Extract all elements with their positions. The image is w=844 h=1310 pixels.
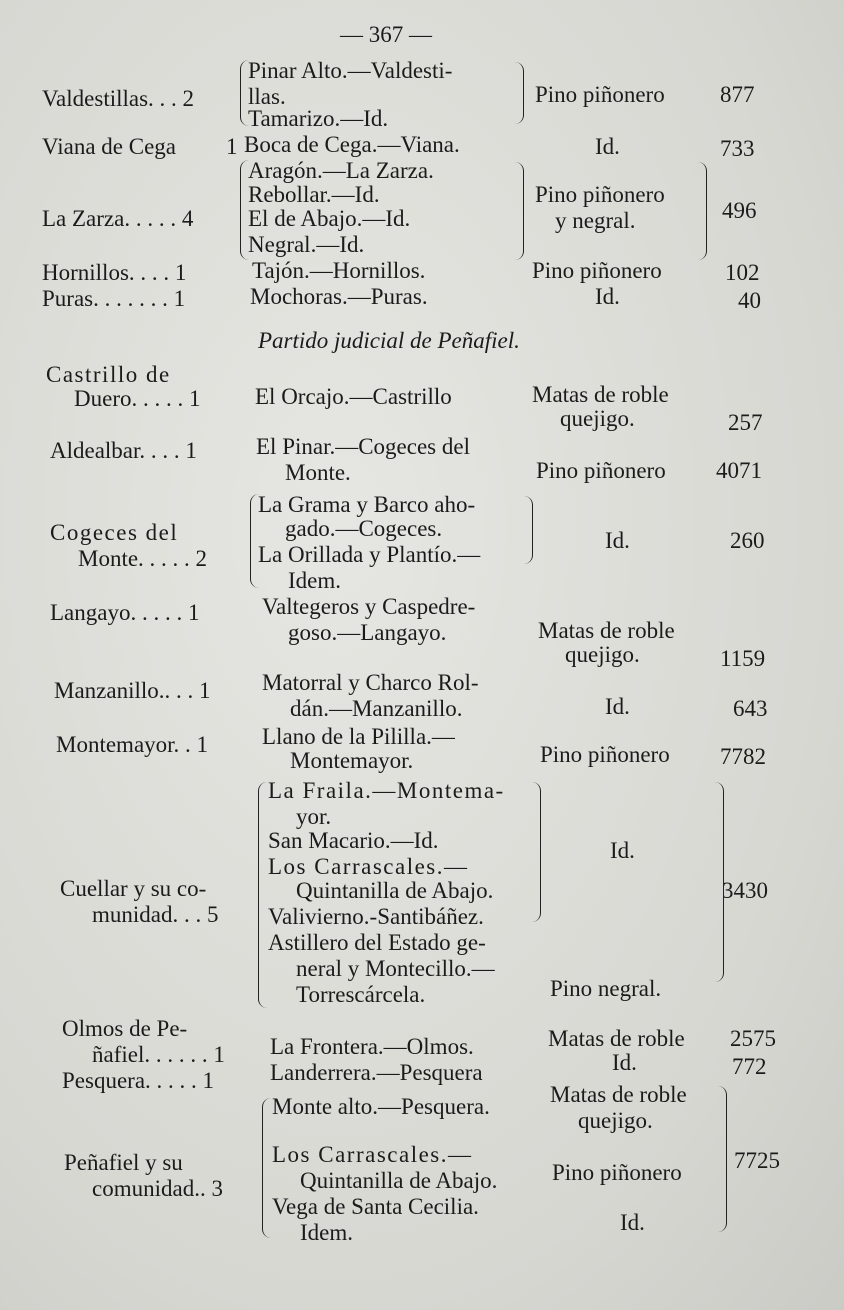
forest-name: Tajón.—Hornillos.: [252, 258, 426, 283]
area-value: 496: [722, 198, 757, 223]
forest-name: La Frontera.—Olmos.: [270, 1034, 474, 1059]
forest-name: La Grama y Barco aho-: [258, 492, 476, 517]
forest-name: Valtegeros y Caspedre-: [262, 594, 476, 619]
forest-name: La Orillada y Plantío.—: [258, 542, 481, 567]
forest-name: Torrescárcela.: [296, 982, 426, 1007]
brace-right: [515, 62, 524, 124]
forest-name: Aragón.—La Zarza.: [248, 158, 434, 183]
forest-name: Los Carrascales.—: [268, 854, 469, 879]
species: Pino piñonero: [535, 182, 665, 207]
forest-name: Idem.: [300, 1220, 354, 1245]
town-name: Valdestillas. . . 2: [42, 86, 195, 111]
species: Id.: [610, 838, 635, 863]
area-value: 3430: [722, 878, 768, 903]
area-value: 102: [725, 260, 760, 285]
town-name: Pesquera. . . . . 1: [62, 1068, 215, 1093]
species: quejigo.: [560, 406, 635, 431]
forest-name: Boca de Cega.—Viana.: [244, 132, 460, 157]
forest-name: Pinar Alto.—Valdesti-: [248, 58, 453, 83]
area-value: 4071: [716, 458, 762, 483]
forest-name: Matorral y Charco Rol-: [262, 670, 479, 695]
brace-right: [715, 782, 724, 982]
section-title: Partido judicial de Peñafiel.: [258, 328, 520, 353]
town-name: Monte. . . . . 2: [78, 546, 208, 571]
forest-name: goso.—Langayo.: [288, 620, 447, 645]
forest-name: La Fraila.—Montema-: [268, 778, 505, 803]
town-name: Langayo. . . . . 1: [50, 600, 200, 625]
species: Matas de roble: [550, 1082, 687, 1107]
species: Pino piñonero: [536, 458, 666, 483]
species: Id.: [595, 284, 620, 309]
species: Pino negral.: [550, 976, 662, 1001]
species: Id.: [595, 134, 620, 159]
forest-name: dán.—Manzanillo.: [290, 696, 463, 721]
area-value: 260: [730, 528, 765, 553]
area-value: 877: [720, 82, 755, 107]
town-name: Viana de Cega: [42, 134, 177, 159]
forest-name: yor.: [296, 804, 332, 829]
town-name: Peñafiel y su: [64, 1150, 183, 1175]
brace-left: [258, 782, 267, 1008]
species: Pino piñonero: [532, 258, 662, 283]
area-value: 7725: [734, 1148, 780, 1173]
brace-right: [532, 782, 541, 922]
species: Id.: [605, 694, 630, 719]
species: Matas de roble: [548, 1026, 685, 1051]
area-value: 1159: [720, 646, 766, 671]
species: y negral.: [555, 208, 636, 233]
species: quejigo.: [565, 642, 640, 667]
town-name: Cogeces del: [50, 520, 179, 545]
forest-name: San Macario.—Id.: [268, 828, 439, 853]
brace-right: [515, 162, 524, 260]
town-name: Montemayor. . 1: [56, 732, 209, 757]
forest-name: Valivierno.-Santibáñez.: [268, 904, 484, 929]
page-number: — 367 —: [340, 22, 432, 47]
forest-name: Landerrera.—Pesquera: [270, 1060, 483, 1085]
species: Matas de roble: [538, 618, 675, 643]
forest-name: Tamarizo.—Id.: [248, 106, 389, 131]
forest-name: Llano de la Pililla.—: [262, 724, 455, 749]
town-name: munidad. . . 5: [92, 902, 219, 927]
forest-name: Montemayor.: [290, 748, 414, 773]
species: Matas de roble: [532, 382, 669, 407]
forest-name: neral y Montecillo.—: [296, 956, 495, 981]
species: Pino piñonero: [540, 742, 670, 767]
forest-name: El Pinar.—Cogeces del: [256, 434, 470, 459]
forest-count: 1: [226, 134, 238, 159]
area-value: 733: [720, 136, 755, 161]
town-name: Duero. . . . . 1: [74, 386, 201, 411]
town-name: comunidad.. 3: [92, 1176, 223, 1201]
forest-name: Vega de Santa Cecilia.: [272, 1194, 479, 1219]
town-name: Puras. . . . . . . 1: [42, 286, 186, 311]
species: Id.: [612, 1050, 637, 1075]
forest-name: Quintanilla de Abajo.: [296, 878, 494, 903]
species: Id.: [605, 528, 630, 553]
forest-name: Rebollar.—Id.: [248, 182, 380, 207]
species: Id.: [620, 1210, 645, 1235]
town-name: Cuellar y su co-: [60, 876, 207, 901]
forest-name: Negral.—Id.: [248, 232, 365, 257]
forest-name: Monte.: [285, 460, 351, 485]
brace-right: [718, 1086, 727, 1232]
species: Pino piñonero: [552, 1160, 682, 1185]
area-value: 772: [732, 1054, 767, 1079]
forest-name: gado.—Cogeces.: [285, 516, 443, 541]
brace-right: [524, 496, 533, 564]
town-name: Olmos de Pe-: [62, 1016, 188, 1041]
forest-name: Idem.: [288, 568, 342, 593]
forest-name: llas.: [248, 84, 286, 109]
area-value: 40: [738, 288, 761, 313]
brace-right: [698, 162, 707, 260]
forest-name: Astillero del Estado ge-: [268, 930, 486, 955]
area-value: 643: [733, 696, 768, 721]
brace-left: [262, 1098, 271, 1238]
forest-name: Quintanilla de Abajo.: [300, 1168, 498, 1193]
species: quejigo.: [578, 1108, 653, 1133]
forest-name: Mochoras.—Puras.: [250, 284, 428, 309]
forest-name: Los Carrascales.—: [272, 1142, 473, 1167]
area-value: 7782: [720, 744, 766, 769]
town-name: Aldealbar. . . . 1: [50, 438, 197, 463]
forest-name: El Orcajo.—Castrillo: [255, 384, 452, 409]
species: Pino piñonero: [535, 82, 665, 107]
town-name: La Zarza. . . . . 4: [42, 206, 194, 231]
town-name: Manzanillo.. . . 1: [54, 678, 211, 703]
town-name: Castrillo de: [46, 362, 171, 387]
forest-name: Monte alto.—Pesquera.: [272, 1094, 490, 1119]
forest-name: El de Abajo.—Id.: [248, 206, 411, 231]
area-value: 257: [728, 410, 763, 435]
town-name: ñafiel. . . . . . 1: [92, 1042, 225, 1067]
area-value: 2575: [730, 1026, 776, 1051]
town-name: Hornillos. . . . 1: [42, 260, 187, 285]
